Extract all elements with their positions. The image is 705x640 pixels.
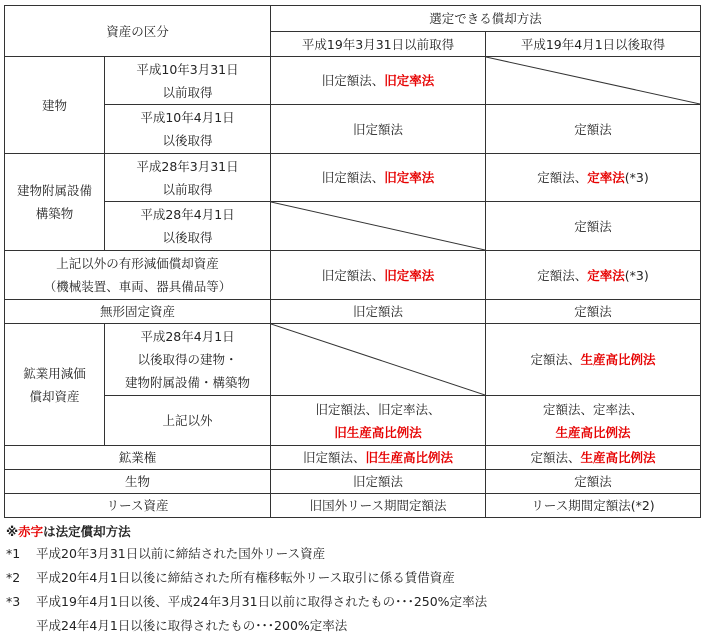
legend-note	[6, 522, 702, 542]
footnote-number: *3	[6, 594, 21, 609]
lease-after: リース期間定額法(*2)	[486, 494, 701, 518]
row-label-lease-assets: リース資産	[5, 494, 271, 518]
row-label-buildings: 建物	[5, 57, 105, 154]
footnote-ref: (*3)	[624, 267, 649, 283]
statutory-method-text: 旧定率法	[384, 267, 435, 283]
facilities-sub1-before	[271, 154, 486, 202]
legend-red-word: 赤字	[18, 524, 44, 539]
facilities-sub2-after: 定額法	[486, 202, 701, 251]
header-asset-category: 資産の区分	[5, 6, 271, 57]
mining-sub1-line3: 建物附属設備・構築物	[125, 375, 251, 390]
facilities-sub2-line1: 平成28年4月1日	[140, 207, 235, 222]
buildings-sub2-after: 定額法	[486, 105, 701, 154]
facilities-sub1-after	[486, 154, 701, 202]
statutory-method-text: 旧定率法	[384, 73, 435, 88]
mining-sub1-before-not-applicable	[271, 324, 486, 396]
method-text: 旧定額法、	[303, 450, 366, 465]
buildings-sub1-label	[105, 57, 271, 105]
buildings-sub1-after-not-applicable	[486, 57, 701, 105]
facilities-label-line2: 構築物	[35, 206, 74, 221]
buildings-sub1-before	[271, 57, 486, 105]
facilities-label-line1: 建物附属設備	[16, 183, 92, 198]
statutory-method-text: 定率法	[587, 170, 625, 185]
mining-sub1-after	[486, 324, 701, 396]
facilities-sub2-before-not-applicable	[271, 202, 486, 251]
footnote-1	[6, 542, 702, 566]
facilities-sub1-line1: 平成28年3月31日	[136, 158, 239, 174]
footnote-ref: (*3)	[624, 170, 649, 185]
method-text: 定額法、定率法、	[543, 401, 644, 417]
method-text: 定額法、	[530, 352, 581, 367]
diagonal-line	[271, 202, 485, 250]
mining-sub1-line1: 平成28年4月1日	[140, 329, 235, 344]
statutory-method-text: 旧生産高比例法	[365, 450, 454, 465]
lease-before: 旧国外リース期間定額法	[271, 494, 486, 518]
row-label-intangible: 無形固定資産	[5, 300, 271, 324]
buildings-sub2-before: 旧定額法	[271, 105, 486, 154]
statutory-method-text: 旧定率法	[384, 170, 435, 185]
buildings-sub2-label	[105, 105, 271, 154]
row-label-mining-rights: 鉱業権	[5, 446, 271, 470]
facilities-sub1-line2: 以前取得	[162, 181, 213, 197]
other-tangible-line1: 上記以外の有形減価償却資産	[56, 256, 219, 271]
mining-rights-before	[271, 446, 486, 470]
method-text: 定額法、	[530, 450, 581, 465]
footnote-3	[6, 590, 702, 614]
header-acquired-before: 平成19年3月31日以前取得	[271, 32, 486, 57]
diagonal-line	[486, 57, 700, 104]
method-text: 定額法、	[537, 170, 588, 185]
method-text: 旧定額法、	[321, 170, 385, 185]
mining-sub1-label	[105, 324, 271, 396]
intangible-before: 旧定額法	[271, 300, 486, 324]
statutory-method-text: 定率法	[587, 267, 625, 283]
other-tangible-after	[486, 251, 701, 300]
biological-before: 旧定額法	[271, 470, 486, 494]
footnote-text: 平成20年3月31日以前に締結された国外リース資産	[36, 546, 326, 561]
method-text: 定額法、	[537, 267, 588, 283]
mining-sub2-after	[486, 396, 701, 446]
method-text: 旧定額法、	[321, 73, 385, 88]
footnote-number: *2	[6, 570, 21, 585]
footnote-text: 平成20年4月1日以後に締結された所有権移転外リース取引に係る賃借資産	[36, 570, 455, 585]
other-tangible-before	[271, 251, 486, 300]
mining-rights-after	[486, 446, 701, 470]
statutory-method-text: 生産高比例法	[580, 450, 656, 465]
row-label-mining-assets	[5, 324, 105, 446]
mining-label-line2: 償却資産	[29, 388, 80, 404]
other-tangible-line2: （機械装置、車両、器具備品等）	[43, 279, 232, 294]
method-text: 旧定額法、	[321, 267, 385, 283]
row-label-facilities	[5, 154, 105, 251]
facilities-sub1-label	[105, 154, 271, 202]
header-acquired-after: 平成19年4月1日以後取得	[486, 32, 701, 57]
row-label-biological: 生物	[5, 470, 271, 494]
buildings-sub2-line2: 以後取得	[162, 133, 213, 148]
buildings-sub2-line1: 平成10年4月1日	[140, 110, 235, 125]
row-label-other-tangible	[5, 251, 271, 300]
mining-sub2-before	[271, 396, 486, 446]
mining-label-line1: 鉱業用減価	[23, 365, 86, 381]
statutory-method-text: 旧生産高比例法	[334, 424, 422, 440]
facilities-sub2-line2: 以後取得	[162, 230, 213, 245]
facilities-sub2-label	[105, 202, 271, 251]
statutory-method-text: 生産高比例法	[555, 424, 631, 440]
mining-sub1-line2: 以後取得の建物・	[137, 352, 238, 367]
mining-sub2-label: 上記以外	[105, 396, 271, 446]
depreciation-methods-table	[4, 5, 701, 518]
biological-after: 定額法	[486, 470, 701, 494]
method-text: 旧定額法、旧定率法、	[315, 401, 441, 417]
buildings-sub1-line1: 平成10年3月31日	[136, 61, 239, 77]
diagonal-line	[271, 324, 485, 395]
footnote-2	[6, 566, 702, 590]
buildings-sub1-line2: 以前取得	[162, 84, 213, 100]
footnote-number: *1	[6, 546, 21, 561]
footnote-text: 平成19年4月1日以後、平成24年3月31日以前に取得されたもの･･･250%定率法	[36, 594, 488, 609]
statutory-method-text: 生産高比例法	[580, 352, 656, 367]
footnote-3-continuation: 平成24年4月1日以後に取得されたもの･･･200%定率法	[36, 618, 348, 633]
footnotes	[6, 522, 702, 638]
legend-mark: ※	[6, 524, 19, 539]
header-selectable-methods: 選定できる償却方法	[271, 6, 701, 32]
legend-text: は法定償却方法	[43, 524, 131, 539]
intangible-after: 定額法	[486, 300, 701, 324]
